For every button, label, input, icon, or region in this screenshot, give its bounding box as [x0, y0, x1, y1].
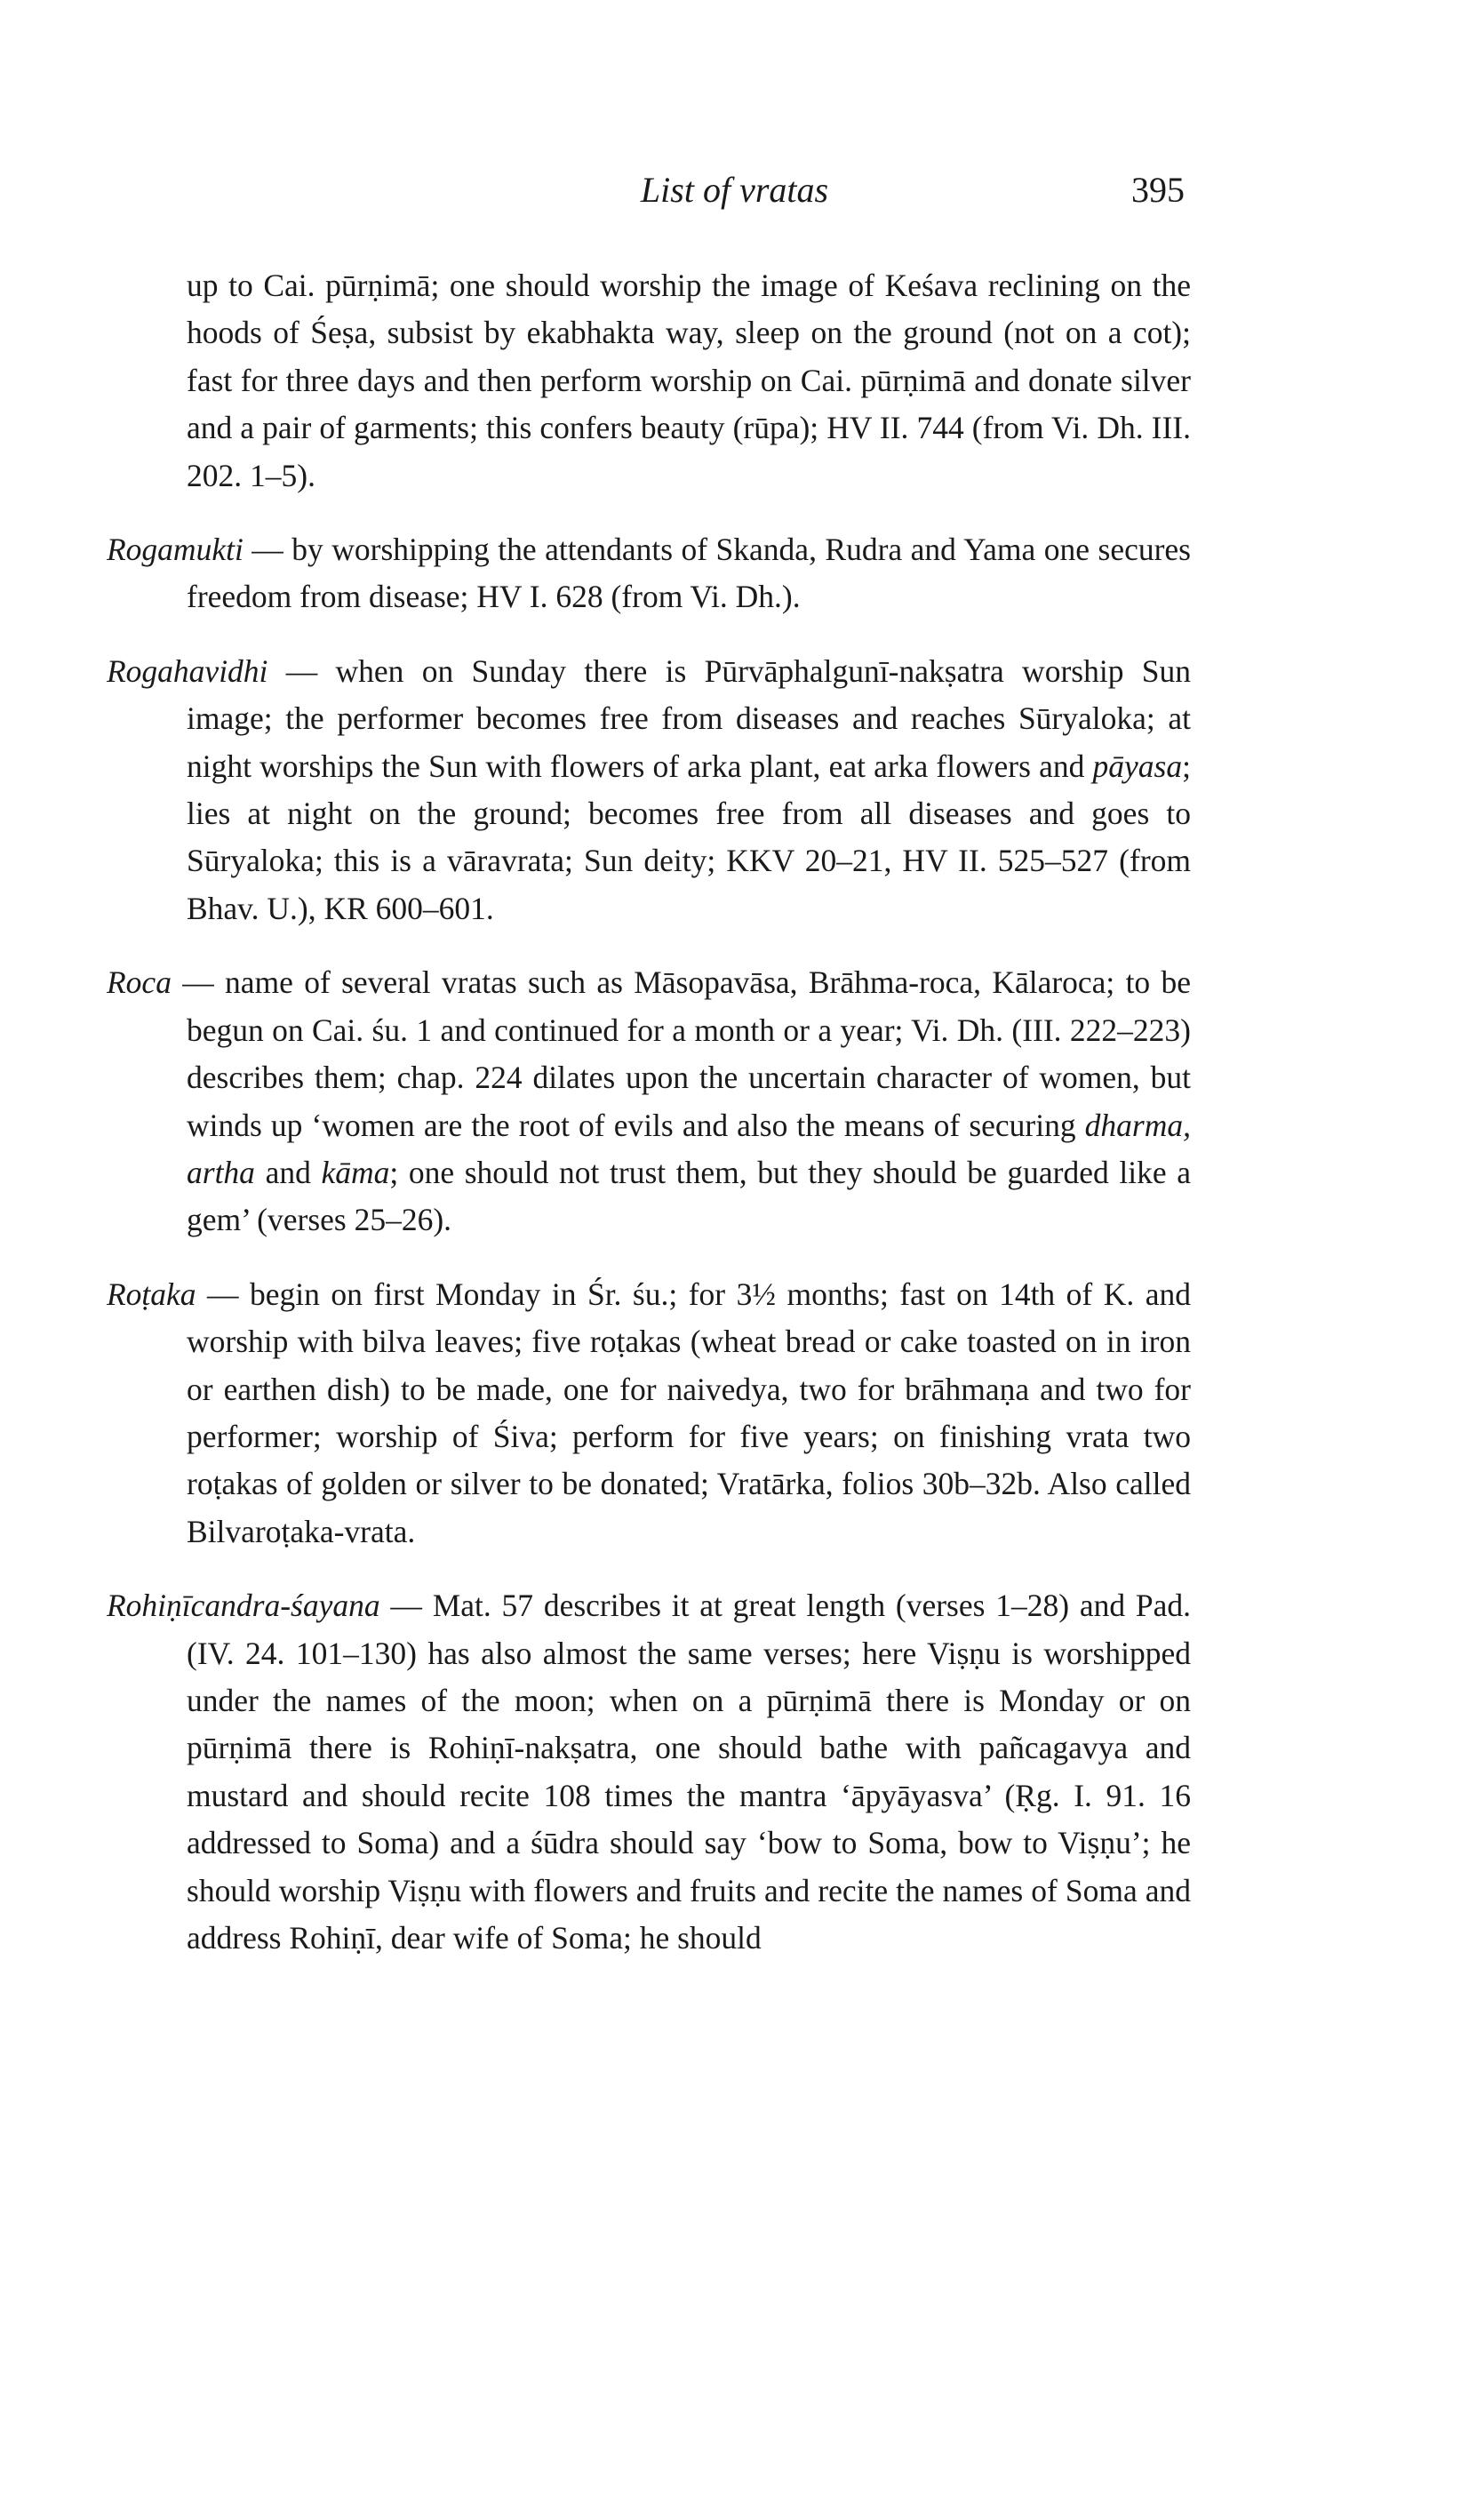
page-body — [107, 262, 1191, 1962]
entry-text-continued: ; one should not trust them, but they should be guarded like a gem’ (verses 25–26). — [187, 1154, 1191, 1238]
entry-term: Rohiṇīcandra-śayana — [107, 1588, 380, 1624]
continued-entry-text: up to Cai. pūrṇimā; one should worship the image of Keśava reclining on the hoods of Śeṣa, subsist by ekabhakta way, sleep on the ground (not on a cot); fast for three days and then perform worship on Cai. pūrṇimā and donate silver and a pair of garments; this confers beauty (rūpa); HV II. 744 (from Vi. Dh. III. 202. 1–5). — [187, 268, 1191, 493]
page-number: 395 — [1131, 170, 1185, 210]
entry-italic-word: pāyasa — [1092, 748, 1183, 784]
entry-rohinicandra-sayana — [107, 1582, 1191, 1962]
entry-italic-word: kāma — [321, 1154, 390, 1190]
entry-text-middle: and — [254, 1154, 322, 1190]
entry-rogahavidhi — [107, 648, 1191, 932]
continued-entry — [107, 262, 1191, 500]
entry-text: — when on Sunday there is Pūrvāphalgunī-nakṣatra worship Sun image; the performer becomes free from diseases and reaches Sūryaloka; at night worships the Sun with flowers of arka plant, eat arka flowers and — [187, 652, 1191, 784]
entry-term: Roca — [107, 964, 172, 1001]
entry-rogamukti — [107, 526, 1191, 621]
entry-roca — [107, 959, 1191, 1244]
entry-italic-word: dharma, artha — [187, 1107, 1191, 1190]
entry-text: — name of several vratas such as Māsopavāsa, Brāhma-roca, Kālaroca; to be begun on Cai. śu. 1 and continued for a month or a year; Vi. Dh. (III. 222–223) describes them; chap. 224 dilates upon the uncertain character of women, but winds up ‘women are the root of evils and also the means of securing — [171, 964, 1191, 1143]
entry-text: — Mat. 57 describes it at great length (verses 1–28) and Pad. (IV. 24. 101–130) has also almost the same verses; here Viṣṇu is worshipped under the names of the moon; when on a pūrṇimā there is Monday or on pūrṇimā there is Rohiṇī-nakṣatra, one should bathe with pañcagavya and mustard and should recite 108 times the mantra ‘āpyāyasva’ (Ṛg. I. 91. 16 addressed to Soma) and a śūdra should say ‘bow to Soma, bow to Viṣṇu’; he should worship Viṣṇu with flowers and fruits and recite the names of Soma and address Rohiṇī, dear wife of Soma; he should — [187, 1588, 1191, 1956]
entry-term: Rogahavidhi — [107, 652, 268, 689]
entry-term: Roṭaka — [107, 1276, 196, 1312]
running-title: List of vratas — [640, 170, 829, 210]
running-head — [0, 169, 1469, 222]
entry-term: Rogamukti — [107, 532, 244, 568]
entry-text-continued: ; lies at night on the ground; becomes free from all diseases and goes to Sūryaloka; this is a vāravrata; Sun deity; KKV 20–21, HV II. 525–527 (from Bhav. U.), KR 600–601. — [187, 748, 1191, 926]
entry-text: — begin on first Monday in Śr. śu.; for 3½ months; fast on 14th of K. and worship with bilva leaves; five roṭakas (wheat bread or cake toasted on in iron or earthen dish) to be made, one for naivedya, two for brāhmaṇa and two for performer; worship of Śiva; perform for five years; on finishing vrata two roṭakas of golden or silver to be donated; Vratārka, folios 30b–32b. Also called Bilvaroṭaka-vrata. — [187, 1276, 1191, 1549]
entry-text: — by worshipping the attendants of Skanda, Rudra and Yama one secures freedom from disease; HV I. 628 (from Vi. Dh.). — [187, 532, 1191, 615]
entry-rotaka — [107, 1271, 1191, 1556]
